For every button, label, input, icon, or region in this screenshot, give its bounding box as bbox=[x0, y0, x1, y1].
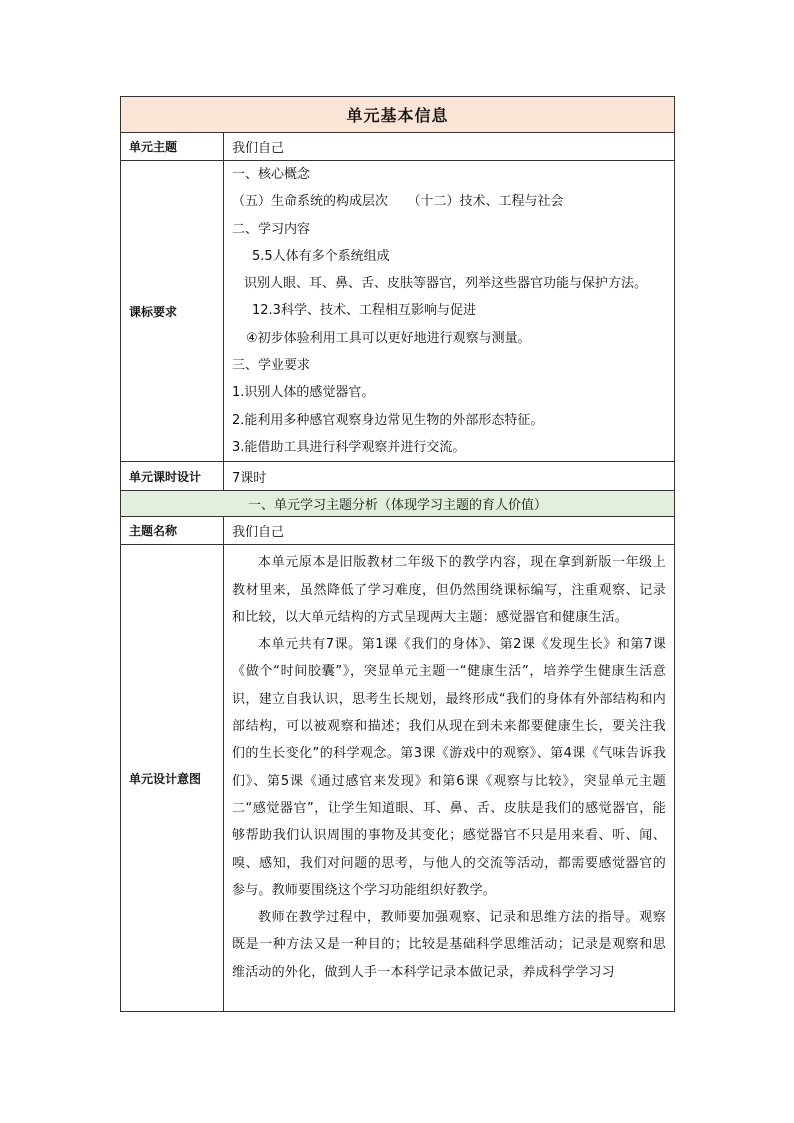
topic-name-value: 我们自己 bbox=[224, 517, 675, 545]
curriculum-standard-label: 课标要求 bbox=[121, 161, 224, 462]
table-title: 单元基本信息 bbox=[121, 97, 675, 133]
standard-line: 2.能利用多种感官观察身边常见生物的外部形态特征。 bbox=[232, 412, 544, 428]
curriculum-standard-list bbox=[232, 161, 674, 461]
design-intent-content bbox=[224, 545, 675, 1012]
standard-line: 二、学习内容 bbox=[232, 221, 311, 237]
unit-theme-label: 单元主题 bbox=[121, 133, 224, 161]
design-intent-label: 单元设计意图 bbox=[121, 545, 224, 1012]
standard-line: 一、核心概念 bbox=[232, 167, 311, 182]
unit-hours-value: 7课时 bbox=[224, 462, 675, 491]
standard-line: 三、学业要求 bbox=[232, 358, 311, 374]
standard-line: 识别人眼、耳、鼻、舌、皮肤等器官，列举这些器官功能与保护方法。 bbox=[244, 276, 648, 292]
curriculum-standard-content bbox=[224, 161, 675, 462]
design-paragraph: 本单元共有7课。第1课《我们的身体》、第2课《发现生长》和第7课《做个“时间胶囊”》，突显单元主题一“健康生活”，培养学生健康生活意识，建立自我认识，思考生长规划，最终形成“我们的身体有外部结构和内部结构，可以被观察和描述；我们从现在到未来都要健康生长，要关注我们的生长变化”的科学观念。第3课《游戏中的观察》、第4课《气味告诉我们》、第5课《通过感官来发现》和第6课《观察与比较》，突显单元主题二“感觉器官”，让学生知道眼、耳、鼻、舌、皮肤是我们的感觉器官，能够帮助我们认识周围的事物及其变化；感觉器官不只是用来看、听、闻、嗅、感知，我们对问题的思考，与他人的交流等活动，都需要感觉器官的参与。教师要围绕这个学习功能组织好教学。 bbox=[232, 637, 667, 898]
unit-info-table bbox=[120, 96, 675, 1012]
standard-line: 1.识别人体的感觉器官。 bbox=[232, 385, 375, 401]
analysis-heading: 一、单元学习主题分析（体现学习主题的育人价值） bbox=[121, 491, 675, 517]
standard-line: 5.5人体有多个系统组成 bbox=[252, 248, 390, 264]
standard-line: （五）生命系统的构成层次 （十二）技术、工程与社会 bbox=[232, 194, 564, 210]
unit-hours-label: 单元课时设计 bbox=[121, 462, 224, 491]
unit-theme-value: 我们自己 bbox=[224, 133, 675, 161]
topic-name-label: 主题名称 bbox=[121, 517, 224, 545]
standard-line: 12.3科学、技术、工程相互影响与促进 bbox=[252, 303, 476, 319]
standard-line: 3.能借助工具进行科学观察并进行交流。 bbox=[232, 439, 466, 455]
standard-line: ④初步体验利用工具可以更好地进行观察与测量。 bbox=[246, 330, 531, 346]
design-paragraph: 教师在教学过程中，教师要加强观察、记录和思维方法的指导。观察既是一种方法又是一种目的；比较是基础科学思维活动；记录是观察和思维活动的外化，做到人手一本科学记录本做记录，养成科学学习习 bbox=[232, 910, 667, 980]
design-paragraph: 本单元原本是旧版教材二年级下的教学内容，现在拿到新版一年级上教材里来，虽然降低了学习难度，但仍然围绕课标编写，注重观察、记录和比较，以大单元结构的方式呈现两大主题：感觉器官和健康生活。 bbox=[232, 555, 667, 625]
